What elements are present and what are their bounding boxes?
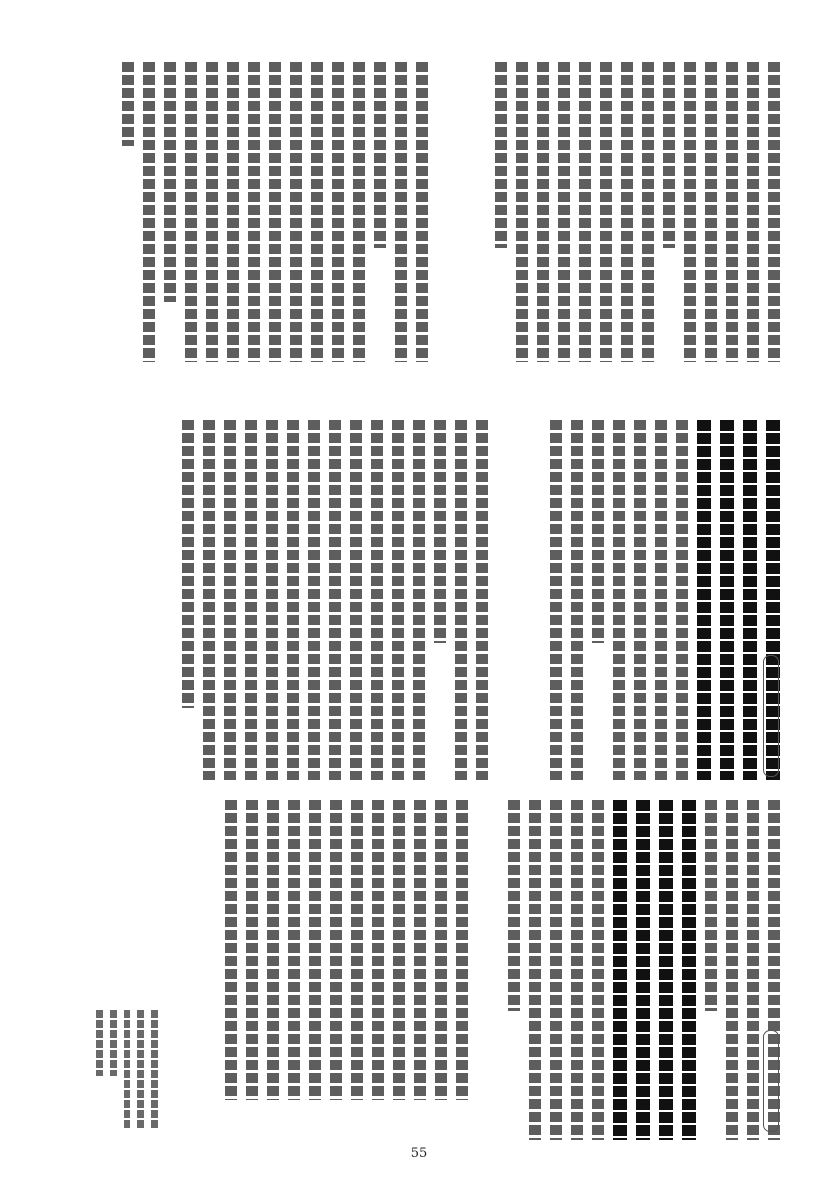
date-tag-lower — [763, 1030, 779, 1132]
page-number: 55 — [410, 1146, 428, 1161]
body-text-bottom-left — [178, 800, 468, 1100]
body-text-bottom-right — [480, 800, 780, 1140]
body-text-middle-left — [88, 420, 488, 780]
date-tag-upper — [763, 655, 779, 777]
body-text-top-middle — [88, 62, 428, 362]
body-text-top-right — [450, 62, 780, 362]
footnotes — [96, 1010, 158, 1130]
body-text-middle-right — [520, 420, 780, 780]
